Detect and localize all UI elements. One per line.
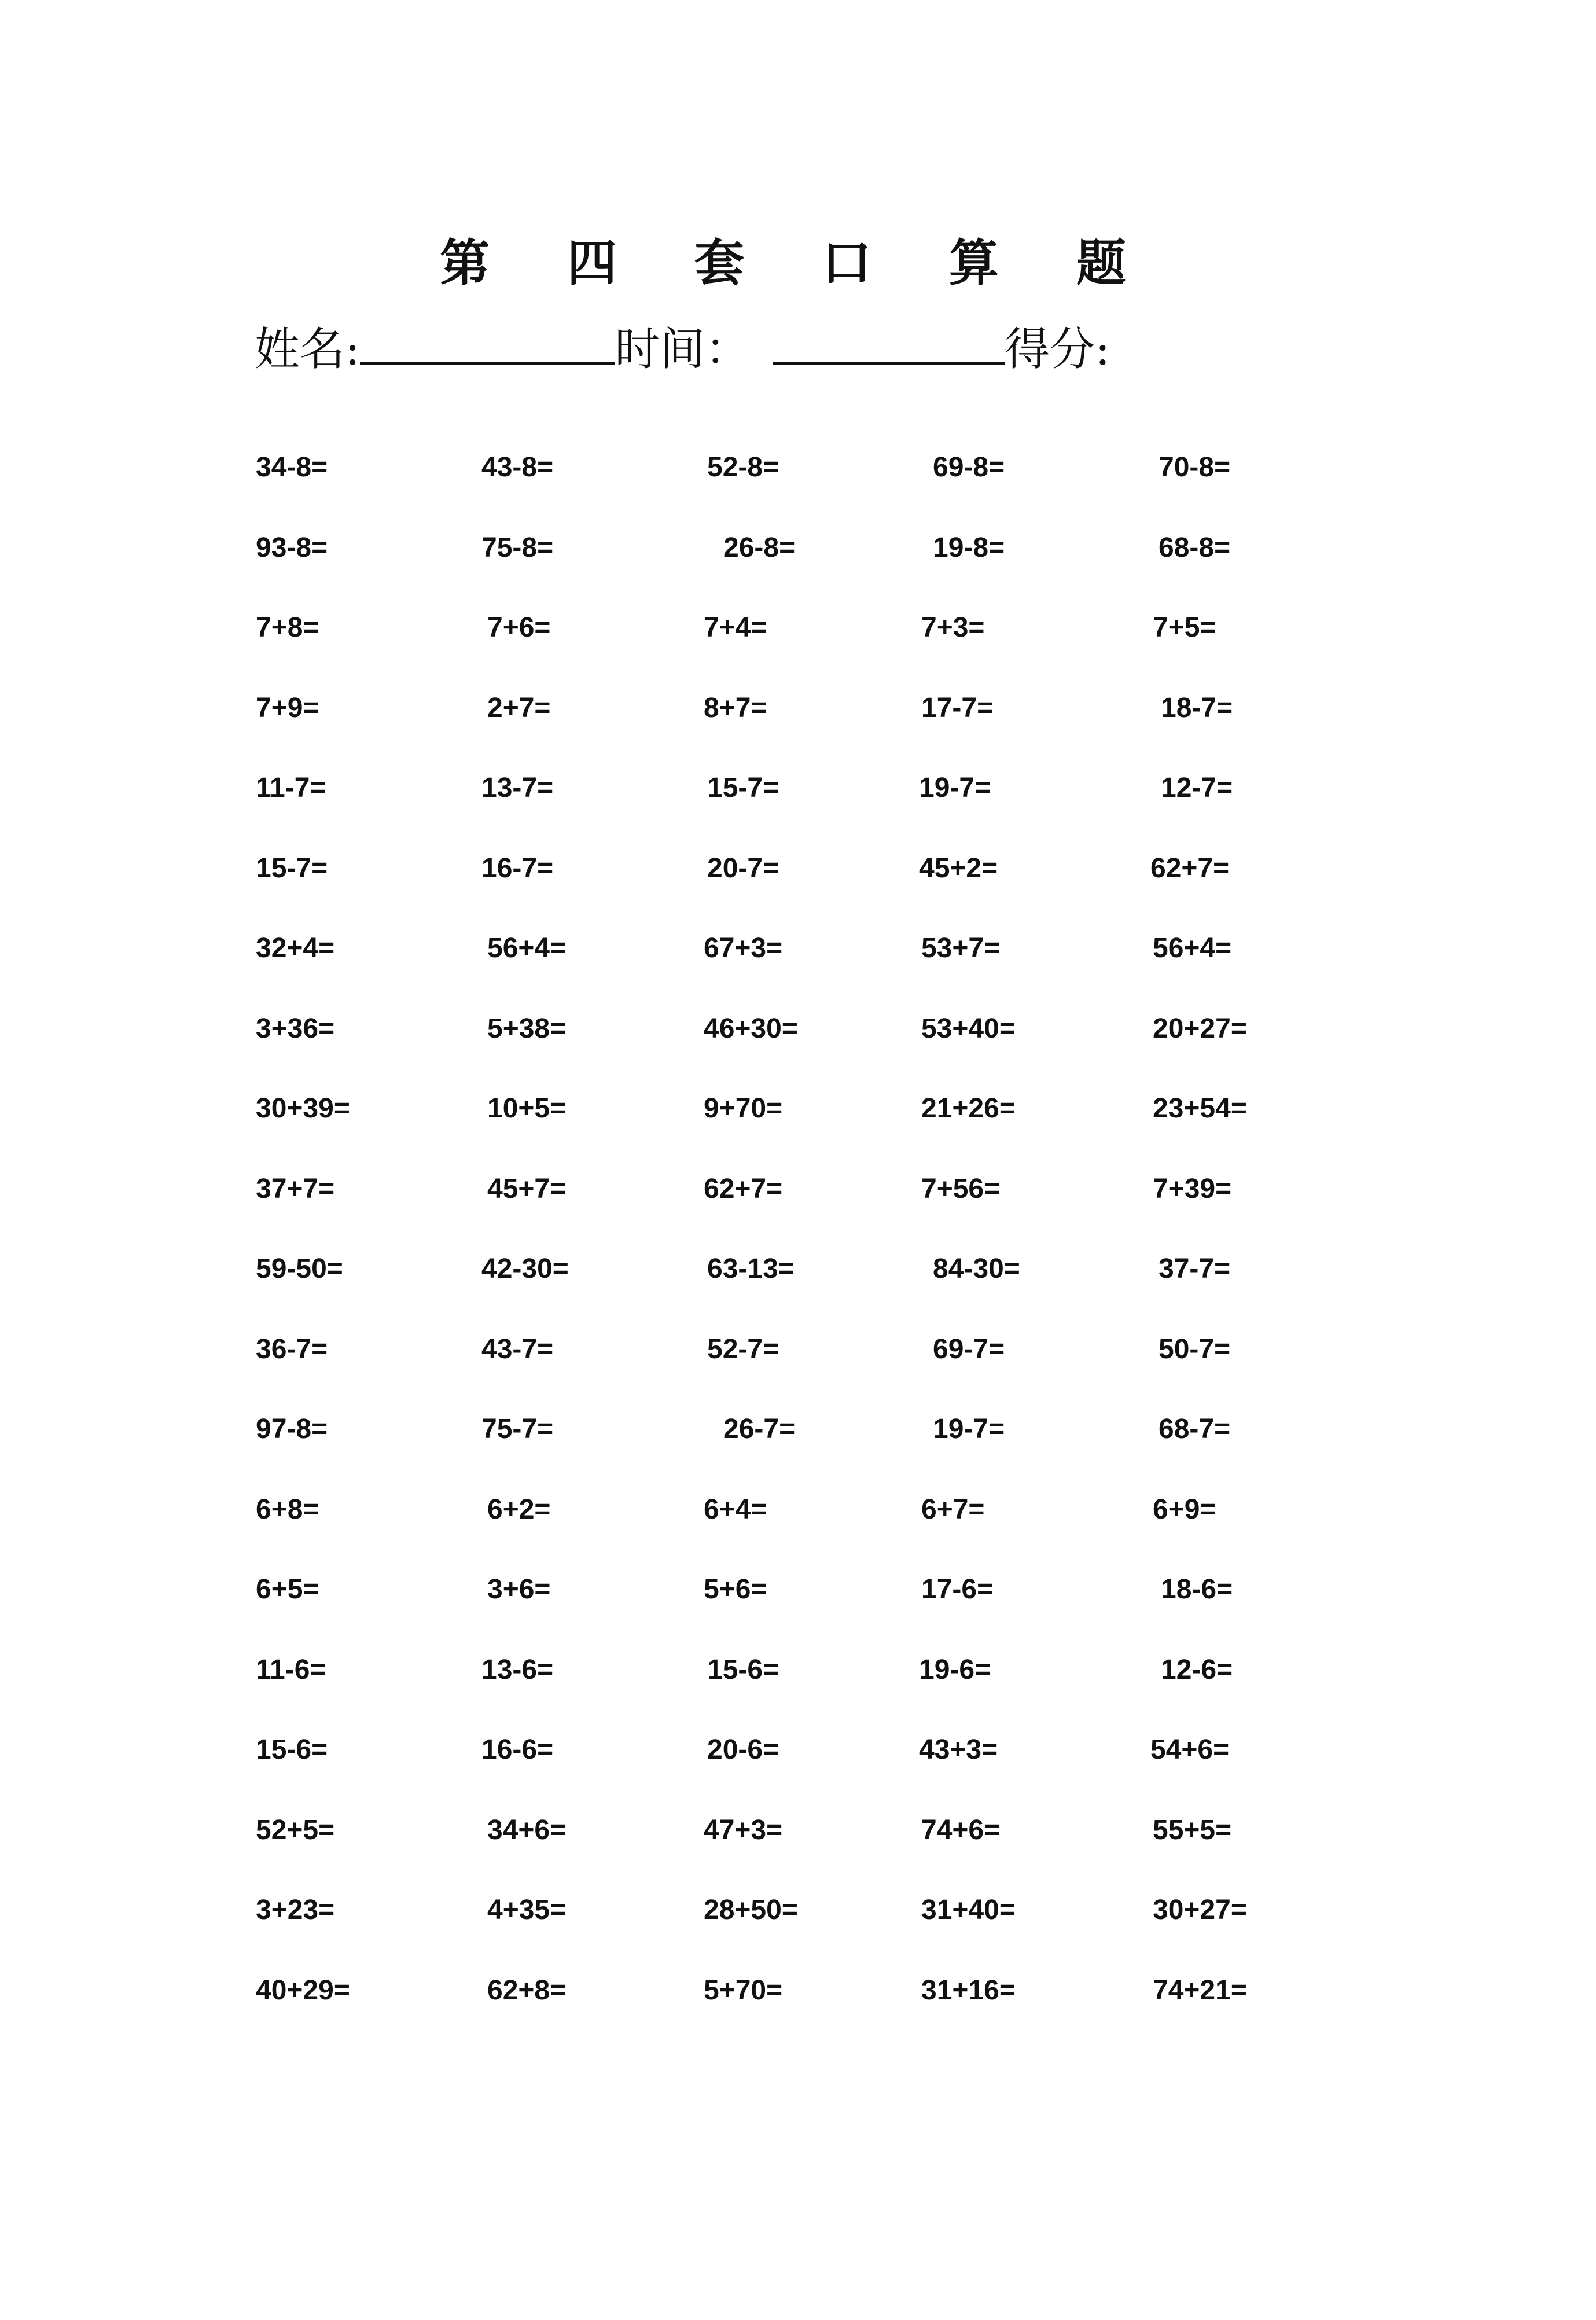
problem-row: [0, 1968, 1596, 2014]
problem-row: [0, 765, 1596, 811]
arithmetic-problem: 63-13=: [707, 1253, 795, 1284]
arithmetic-problem: 30+39=: [256, 1093, 350, 1124]
student-info-line: [255, 312, 1110, 382]
problem-row: [0, 1487, 1596, 1533]
arithmetic-problem: 6+2=: [487, 1494, 551, 1525]
arithmetic-problem: 52+5=: [256, 1814, 335, 1845]
arithmetic-problem: 40+29=: [256, 1975, 350, 2006]
arithmetic-problem: 2+7=: [487, 692, 551, 723]
arithmetic-problem: 67+3=: [704, 933, 783, 964]
arithmetic-problem: 7+6=: [487, 612, 551, 643]
arithmetic-problem: 97-8=: [256, 1414, 328, 1444]
problem-row: [0, 444, 1596, 491]
arithmetic-problem: 84-30=: [933, 1253, 1020, 1284]
problem-row: [0, 1406, 1596, 1453]
arithmetic-problem: 3+23=: [256, 1895, 335, 1925]
arithmetic-problem: 56+4=: [1153, 933, 1232, 964]
arithmetic-problem: 37+7=: [256, 1173, 335, 1204]
arithmetic-problem: 13-7=: [481, 773, 554, 803]
arithmetic-problem: 52-8=: [707, 452, 779, 483]
arithmetic-problem: 75-7=: [481, 1414, 554, 1444]
arithmetic-problem: 43-8=: [481, 452, 554, 483]
arithmetic-problem: 19-8=: [933, 532, 1005, 563]
problem-row: [0, 925, 1596, 972]
problem-row: [0, 1567, 1596, 1613]
arithmetic-problem: 5+6=: [704, 1574, 767, 1605]
arithmetic-problem: 68-8=: [1159, 532, 1231, 563]
arithmetic-problem: 30+27=: [1153, 1895, 1247, 1925]
arithmetic-problem: 19-7=: [919, 773, 991, 803]
arithmetic-problem: 20+27=: [1153, 1013, 1247, 1044]
arithmetic-problem: 7+3=: [921, 612, 985, 643]
arithmetic-problem: 10+5=: [487, 1093, 567, 1124]
arithmetic-problem: 42-30=: [481, 1253, 569, 1284]
arithmetic-problem: 15-7=: [256, 852, 328, 884]
arithmetic-problem: 11-6=: [256, 1654, 326, 1685]
arithmetic-problem: 16-6=: [481, 1734, 554, 1765]
arithmetic-problem: 62+7=: [1150, 852, 1230, 884]
problem-row: [0, 685, 1596, 731]
arithmetic-problem: 45+2=: [919, 852, 998, 884]
problem-row: [0, 1006, 1596, 1052]
time-blank[interactable]: [773, 312, 1005, 365]
arithmetic-problem: 6+9=: [1153, 1494, 1216, 1525]
arithmetic-problem: 47+3=: [704, 1814, 783, 1845]
arithmetic-problem: 93-8=: [256, 532, 328, 563]
arithmetic-problem: 68-7=: [1159, 1414, 1231, 1444]
arithmetic-problem: 20-6=: [707, 1734, 779, 1765]
arithmetic-problem: 6+4=: [704, 1494, 767, 1525]
arithmetic-problem: 20-7=: [707, 852, 779, 884]
arithmetic-problem: 26-7=: [723, 1414, 796, 1444]
arithmetic-problem: 3+36=: [256, 1013, 335, 1044]
arithmetic-problem: 43+3=: [919, 1734, 998, 1765]
arithmetic-problem: 54+6=: [1150, 1734, 1230, 1765]
problem-row: [0, 1326, 1596, 1373]
arithmetic-problem: 9+70=: [704, 1093, 783, 1124]
arithmetic-problem: 70-8=: [1159, 452, 1231, 483]
arithmetic-problem: 5+38=: [487, 1013, 567, 1044]
arithmetic-problem: 11-7=: [256, 773, 326, 803]
arithmetic-problem: 55+5=: [1153, 1814, 1232, 1845]
arithmetic-problem: 21+26=: [921, 1093, 1016, 1124]
arithmetic-problem: 37-7=: [1159, 1253, 1231, 1284]
arithmetic-problem: 28+50=: [704, 1895, 798, 1925]
arithmetic-problem: 18-7=: [1161, 692, 1233, 723]
problem-row: [0, 1166, 1596, 1212]
name-blank[interactable]: [360, 312, 615, 365]
arithmetic-problem: 50-7=: [1159, 1333, 1231, 1365]
arithmetic-problem: 15-6=: [707, 1654, 779, 1685]
arithmetic-problem: 46+30=: [704, 1013, 798, 1044]
time-label: 时间：: [615, 323, 751, 376]
arithmetic-problem: 17-6=: [921, 1574, 994, 1605]
arithmetic-problem: 69-8=: [933, 452, 1005, 483]
arithmetic-problem: 7+4=: [704, 612, 767, 643]
problem-row: [0, 845, 1596, 892]
arithmetic-problem: 23+54=: [1153, 1093, 1247, 1124]
arithmetic-problem: 19-6=: [919, 1654, 991, 1685]
arithmetic-problem: 53+7=: [921, 933, 1001, 964]
problem-row: [0, 605, 1596, 651]
arithmetic-problem: 7+56=: [921, 1173, 1001, 1204]
arithmetic-problem: 17-7=: [921, 692, 994, 723]
problem-row: [0, 1246, 1596, 1292]
problem-row: [0, 1887, 1596, 1933]
name-label: 姓名:: [255, 323, 361, 376]
arithmetic-problem: 62+7=: [704, 1173, 783, 1204]
arithmetic-problem: 43-7=: [481, 1333, 554, 1365]
arithmetic-problem: 15-7=: [707, 773, 779, 803]
arithmetic-problem: 34+6=: [487, 1814, 567, 1845]
score-label: 得分:: [1005, 323, 1110, 376]
arithmetic-problem: 26-8=: [723, 532, 796, 563]
arithmetic-problem: 62+8=: [487, 1975, 567, 2006]
arithmetic-problem: 5+70=: [704, 1975, 783, 2006]
problem-row: [0, 1086, 1596, 1132]
arithmetic-problem: 59-50=: [256, 1253, 343, 1284]
problem-row: [0, 1807, 1596, 1854]
arithmetic-problem: 6+7=: [921, 1494, 985, 1525]
arithmetic-problem: 6+8=: [256, 1494, 319, 1525]
arithmetic-problem: 69-7=: [933, 1333, 1005, 1365]
problem-row: [0, 1727, 1596, 1773]
arithmetic-problem: 8+7=: [704, 692, 767, 723]
arithmetic-problem: 4+35=: [487, 1895, 567, 1925]
arithmetic-problem: 53+40=: [921, 1013, 1016, 1044]
arithmetic-problem: 15-6=: [256, 1734, 328, 1765]
arithmetic-problem: 75-8=: [481, 532, 554, 563]
arithmetic-problem: 56+4=: [487, 933, 567, 964]
arithmetic-problem: 18-6=: [1161, 1574, 1233, 1605]
problem-row: [0, 525, 1596, 571]
arithmetic-problem: 74+21=: [1153, 1975, 1247, 2006]
arithmetic-problem: 36-7=: [256, 1333, 328, 1365]
arithmetic-problem: 12-7=: [1161, 773, 1233, 803]
arithmetic-problem: 7+39=: [1153, 1173, 1232, 1204]
arithmetic-problem: 74+6=: [921, 1814, 1001, 1845]
arithmetic-problem: 34-8=: [256, 452, 328, 483]
worksheet-title: 第 四 套 口 算 题: [440, 234, 1156, 292]
arithmetic-problem: 45+7=: [487, 1173, 567, 1204]
problem-row: [0, 1647, 1596, 1693]
arithmetic-problem: 16-7=: [481, 852, 554, 884]
arithmetic-problem: 32+4=: [256, 933, 335, 964]
arithmetic-problem: 12-6=: [1161, 1654, 1233, 1685]
arithmetic-problem: 6+5=: [256, 1574, 319, 1605]
arithmetic-problem: 13-6=: [481, 1654, 554, 1685]
arithmetic-problem: 52-7=: [707, 1333, 779, 1365]
arithmetic-problem: 31+16=: [921, 1975, 1016, 2006]
arithmetic-problem: 7+5=: [1153, 612, 1216, 643]
arithmetic-problem: 7+8=: [256, 612, 319, 643]
arithmetic-problem: 7+9=: [256, 692, 319, 723]
arithmetic-problem: 3+6=: [487, 1574, 551, 1605]
arithmetic-problem: 19-7=: [933, 1414, 1005, 1444]
arithmetic-problem: 31+40=: [921, 1895, 1016, 1925]
